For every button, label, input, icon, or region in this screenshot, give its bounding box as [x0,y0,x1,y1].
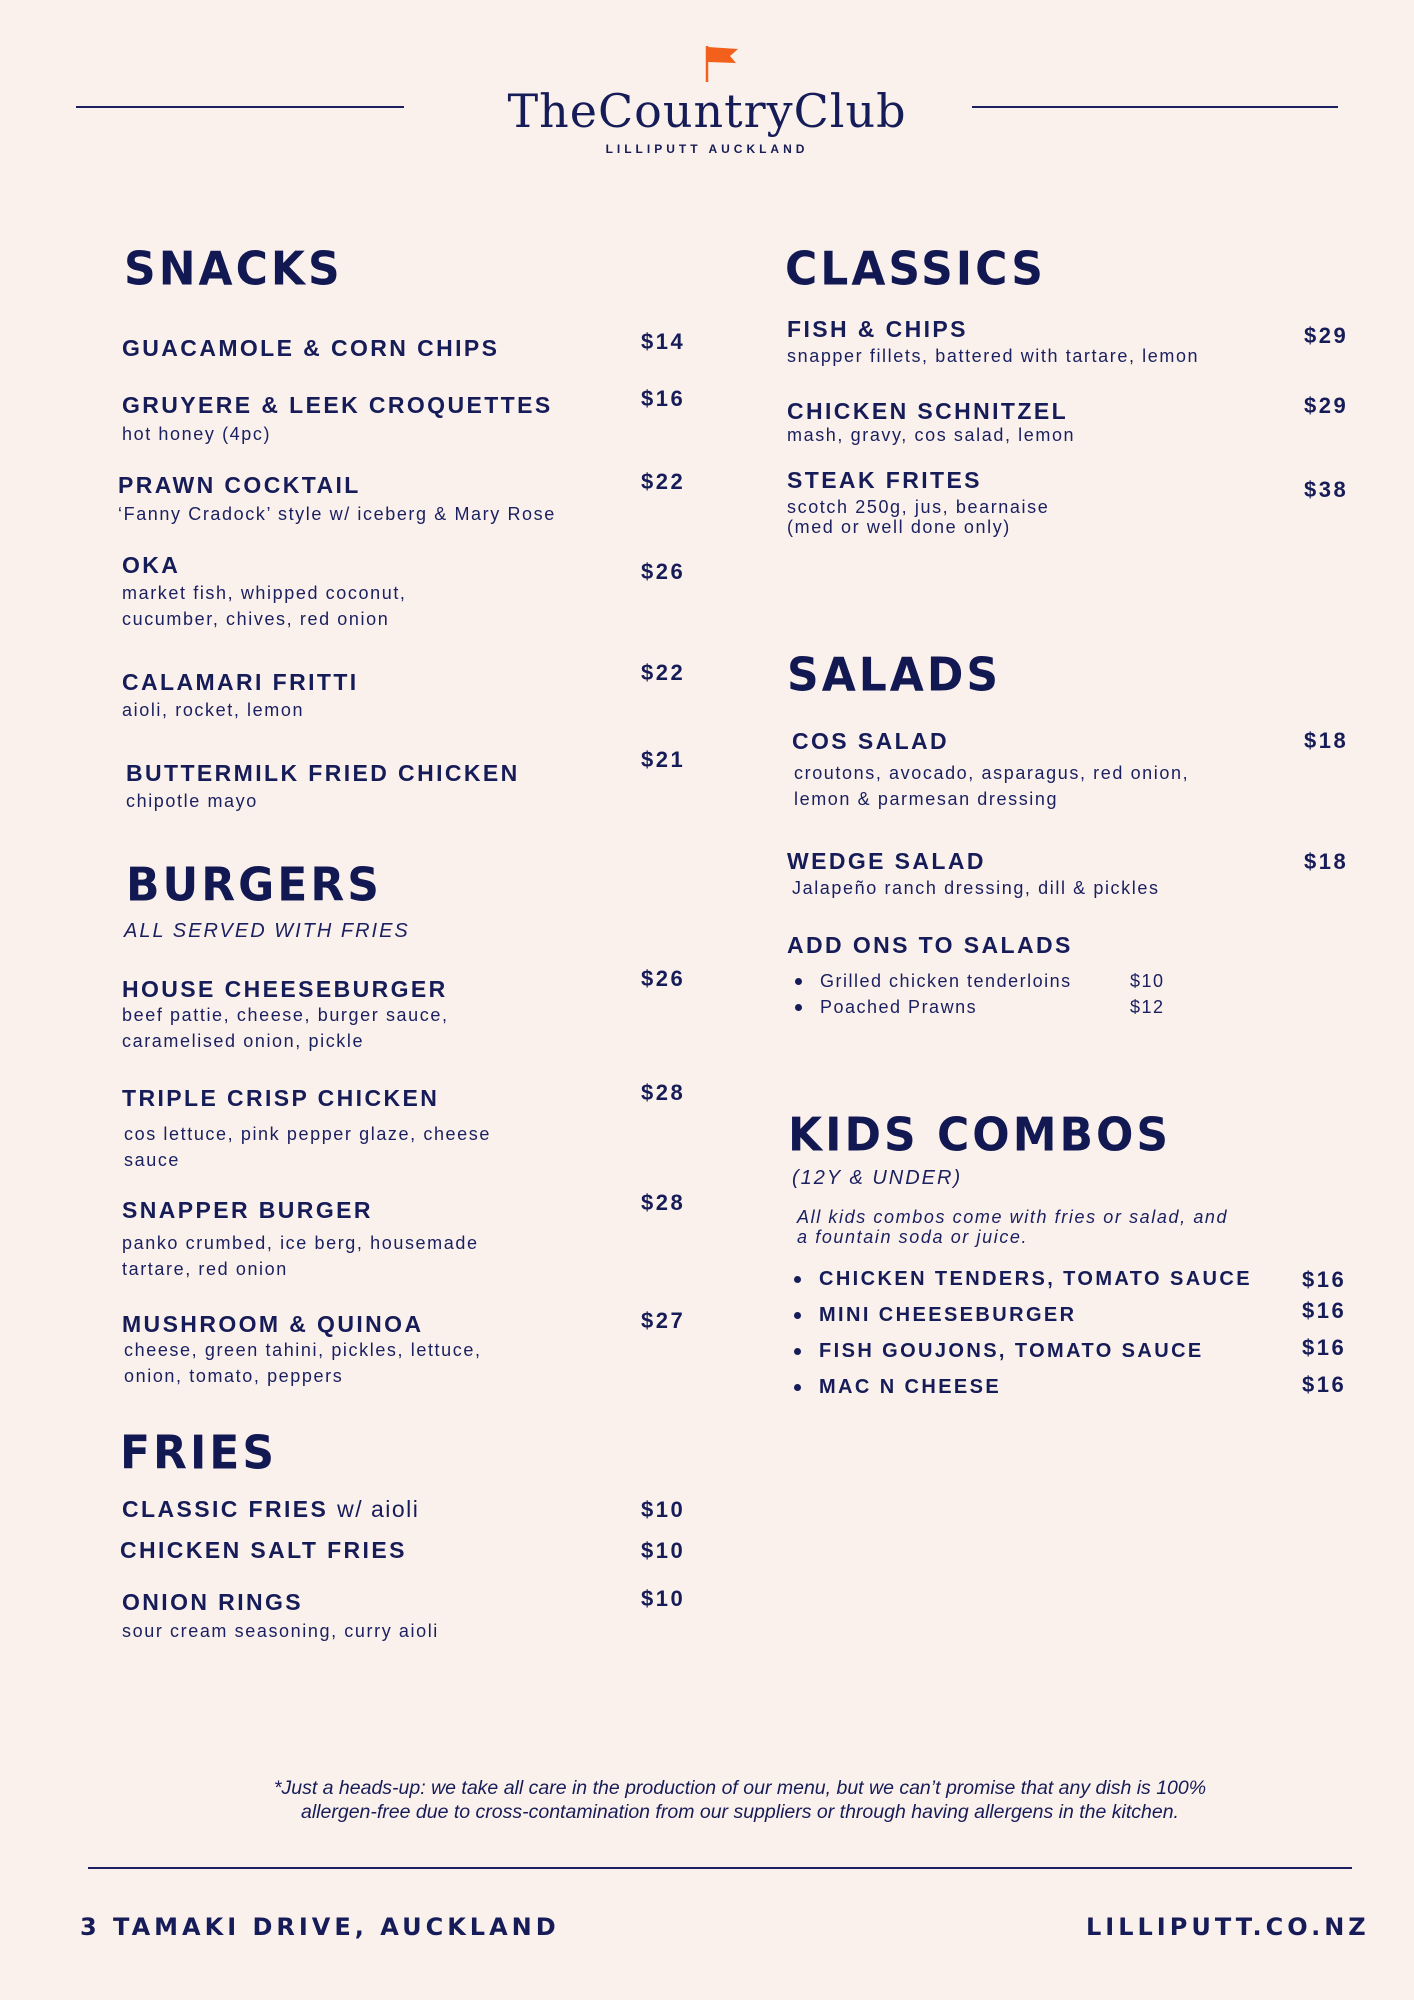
menu-item-name: STEAK FRITES [787,467,982,493]
addon-price: $12 [1130,997,1165,1017]
addons-title: ADD ONS TO SALADS [787,932,1073,958]
kids-item-price: $16 [1302,1335,1347,1360]
menu-item-name: PRAWN COCKTAIL [118,472,361,498]
footer-address: 3 TAMAKI DRIVE, AUCKLAND [80,1913,560,1941]
menu-item-price: $26 [641,966,686,991]
menu-item-name: SNAPPER BURGER [122,1197,373,1223]
menu-item-price: $26 [641,559,686,584]
menu-item-price: $29 [1304,323,1349,348]
menu-item-desc: aioli, rocket, lemon [122,700,305,720]
menu-item-name: HOUSE CHEESEBURGER [122,976,448,1002]
kids-item-name: MINI CHEESEBURGER [819,1304,1077,1326]
brand-logo: TheCountryClub [507,84,907,138]
bullet [795,978,802,985]
footer-website[interactable]: LILLIPUTT.CO.NZ [1086,1913,1370,1941]
menu-item-desc: sour cream seasoning, curry aioli [122,1621,439,1641]
menu-item-name: GRUYERE & LEEK CROQUETTES [122,392,553,418]
menu-item-desc: Jalapeño ranch dressing, dill & pickles [792,878,1160,898]
menu-item-desc: beef pattie, cheese, burger sauce, caramelised onion, pickle [122,1005,449,1051]
footer-rule [88,1867,1352,1869]
menu-item-name: CHICKEN SALT FRIES [120,1537,407,1563]
menu-item-desc: mash, gravy, cos salad, lemon [787,425,1076,445]
addon-row [795,997,1165,1018]
flag-icon [700,44,744,84]
menu-item-desc: chipotle mayo [126,791,258,811]
menu-item-price: $10 [641,1497,686,1522]
brand-subtitle: LILLIPUTT AUCKLAND [605,142,809,156]
menu-item-price: $28 [641,1080,686,1105]
kids-item-row [794,1304,1077,1327]
menu-item-price: $16 [641,386,686,411]
menu-item-price: $14 [641,329,686,354]
menu-item-name: CHICKEN SCHNITZEL [787,398,1069,424]
kids-item-price: $16 [1302,1267,1347,1292]
menu-item-price: $27 [641,1308,686,1333]
kids-item-name: FISH GOUJONS, TOMATO SAUCE [819,1340,1204,1362]
menu-item-desc: market fish, whipped coconut, cucumber, chives, red onion [122,583,407,629]
kids-item-row [794,1376,1001,1399]
menu-item-price: $29 [1304,393,1349,418]
menu-item-price: $28 [641,1190,686,1215]
menu-item-name: FISH & CHIPS [787,316,968,342]
kids-item-name: MAC N CHEESE [819,1376,1002,1398]
menu-item-name: MUSHROOM & QUINOA [122,1311,424,1337]
kids-note: All kids combos come with fries or salad, and a fountain soda or juice. [797,1207,1229,1247]
addon-name: Poached Prawns [820,997,978,1017]
menu-item-desc: cos lettuce, pink pepper glaze, cheese sauce [124,1124,491,1170]
menu-item-price: $18 [1304,849,1349,874]
menu-item-name-text: CLASSIC FRIES [122,1496,329,1522]
menu-item-name: COS SALAD [792,728,950,754]
menu-item-name: GUACAMOLE & CORN CHIPS [122,335,500,361]
menu-item-desc: scotch 250g, jus, bearnaise (med or well done only) [787,497,1050,537]
addon-name: Grilled chicken tenderloins [820,971,1072,991]
salads-title: SALADS [787,648,1002,703]
bullet [794,1312,801,1319]
menu-item-desc: cheese, green tahini, pickles, lettuce, onion, tomato, peppers [124,1340,482,1386]
menu-item-desc: snapper fillets, battered with tartare, lemon [787,346,1200,366]
fries-title: FRIES [120,1426,278,1481]
burgers-title: BURGERS [126,858,382,913]
snacks-title: SNACKS [124,242,343,297]
menu-item-name: CALAMARI FRITTI [122,669,359,695]
menu-item-desc: croutons, avocado, asparagus, red onion, lemon & parmesan dressing [794,763,1190,809]
allergen-disclaimer: *Just a heads-up: we take all care in the production of our menu, but we can’t promise that any dish is 100% allergen-free due to cross-contamination from our suppliers or through having allergens in the kitchen. [273,1777,1207,1823]
kids-title: KIDS COMBOS [788,1108,1172,1163]
addon-price: $10 [1130,971,1165,991]
menu-item-price: $38 [1304,477,1349,502]
menu-item-price: $10 [641,1538,686,1563]
menu-item-price: $10 [641,1586,686,1611]
kids-item-name: CHICKEN TENDERS, TOMATO SAUCE [819,1268,1252,1290]
menu-item-price: $22 [641,660,686,685]
menu-item-desc: ‘Fanny Cradock’ style w/ iceberg & Mary Rose [118,504,556,524]
addon-row [795,971,1165,992]
kids-age-note: (12Y & UNDER) [792,1167,963,1189]
menu-item-name: TRIPLE CRISP CHICKEN [122,1085,440,1111]
menu-item-price: $22 [641,469,686,494]
classics-title: CLASSICS [785,242,1046,297]
kids-item-row [794,1268,1252,1291]
kids-item-price: $16 [1302,1298,1347,1323]
menu-item-desc: hot honey (4pc) [122,424,272,444]
menu-item-name: ONION RINGS [122,1589,304,1615]
burgers-note: ALL SERVED WITH FRIES [124,920,410,942]
menu-item-suffix: w/ aioli [337,1496,420,1522]
menu-item-name [122,1496,419,1523]
kids-item-price: $16 [1302,1372,1347,1397]
menu-item-name: WEDGE SALAD [787,848,986,874]
bullet [794,1348,801,1355]
menu-item-price: $18 [1304,728,1349,753]
bullet [795,1004,802,1011]
menu-item-desc: panko crumbed, ice berg, housemade tartare, red onion [122,1233,479,1279]
bullet [794,1384,801,1391]
menu-item-name: OKA [122,552,181,578]
bullet [794,1276,801,1283]
kids-item-row [794,1340,1204,1363]
menu-item-name: BUTTERMILK FRIED CHICKEN [126,760,520,786]
menu-item-price: $21 [641,747,686,772]
